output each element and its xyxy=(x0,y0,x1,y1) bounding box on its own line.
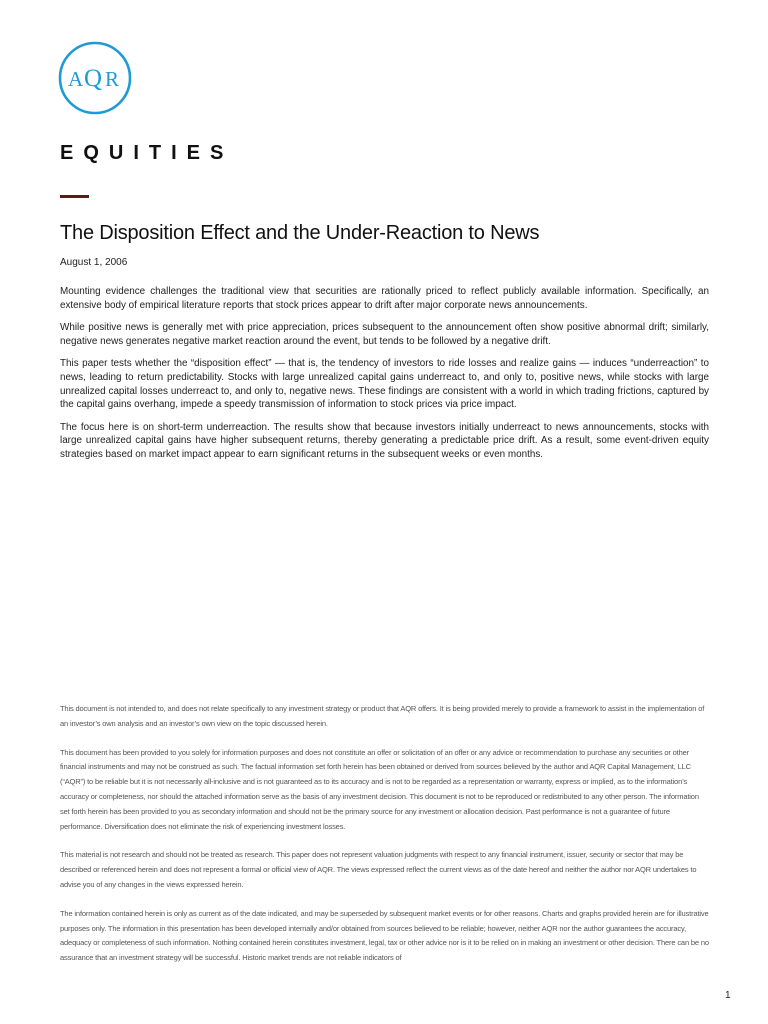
section-label: EQUITIES xyxy=(60,142,234,164)
accent-rule xyxy=(60,195,89,198)
disclaimer-paragraph: This material is not research and should not be treated as research. This paper does not represent valuation judgments with respect to any financial instrument, issuer, security or sector that may be described or referenced herein and does not represent a formal or official view of AQR. The views expressed reflect the current views as of the date hereof and neither the author nor AQR undertakes to advise you of any changes in the views expressed herein. xyxy=(60,850,697,889)
abstract-body xyxy=(60,285,709,471)
disclaimer-paragraph: The information contained herein is only as current as of the date indicated, and may be superseded by subsequent market events or for other reasons. Charts and graphs provided herein are for illustrative purposes only. The information in this presentation has been developed internally and/or obtained from sources believed to be reliable; however, neither AQR nor the author guarantees the accuracy, adequacy or completeness of such information. Nothing contained herein constitutes investment, legal, tax or other advice nor is it to be relied on in making an investment or other decision. There can be no assurance that an investment strategy will be successful. Historic market trends are not reliable indicators of xyxy=(60,908,709,963)
logo-letter-a: A xyxy=(68,67,84,91)
paragraph: This paper tests whether the “disposition effect” — that is, the tendency of investors to ride losses and realize gains — induces “underreaction” to news, leading to return predictability. Stocks with large unrealized capital gains underreact to, and only to, positive news, while stocks with large unrealized capital losses underreact to, and only to, negative news. These findings are consistent with a world in which trading frictions, captured by the capital gains overhang, impede a speedy transmission of information to stock prices via price impact. xyxy=(60,358,709,411)
logo-letter-r: R xyxy=(105,67,120,91)
disclaimer-section xyxy=(60,702,709,980)
paragraph: While positive news is generally met with price appreciation, prices subsequent to the announcement often show positive abnormal drift; similarly, negative news generates negative market reaction around the event, but tends to be followed by a negative drift. xyxy=(60,322,709,347)
paragraph: Mounting evidence challenges the traditional view that securities are rationally priced to reflect publicly available information. Specifically, an extensive body of empirical literature reports that stock prices appear to drift after major corporate news announcements. xyxy=(60,286,709,311)
paragraph: The focus here is on short-term underreaction. The results show that because investors initially underreact to news announcements, stocks with large unrealized capital gains have higher subsequent returns, thereby generating a predictable price drift. As a result, some event-driven equity strategies based on market impact appear to earn significant returns in the subsequent weeks or even months. xyxy=(60,421,709,460)
aqr-logo xyxy=(57,40,133,116)
disclaimer-paragraph: This document is not intended to, and does not relate specifically to any investment strategy or product that AQR offers. It is being provided merely to provide a framework to assist in the implementation of an investor’s own analysis and an investor’s own view on the topic discussed herein. xyxy=(60,704,705,728)
page-number: 1 xyxy=(725,990,731,1001)
paper-title: The Disposition Effect and the Under-Reaction to News xyxy=(60,222,540,244)
logo-letter-q: Q xyxy=(84,65,103,92)
publication-date: August 1, 2006 xyxy=(60,257,128,268)
disclaimer-paragraph: This document has been provided to you solely for information purposes and does not constitute an offer or solicitation of an offer or any advice or recommendation to purchase any securities or other financial instruments and may not be construed as such. The factual information set forth herein has been obtained or derived from sources believed by the author and AQR Capital Management, LLC (“AQR”) to be reliable but it is not necessarily all-inclusive and is not guaranteed as to its accuracy and is not to be regarded as a representation or warranty, express or implied, as to the information’s accuracy or completeness, nor should the attached information serve as the basis of any investment decision. This document is not to be reproduced or redistributed to any other person. The information set forth herein has been provided to you as secondary information and should not be the primary source for any investment or allocation decision. Past performance is not a guarantee of future performance. Diversification does not eliminate the risk of experiencing investment losses. xyxy=(60,747,699,831)
